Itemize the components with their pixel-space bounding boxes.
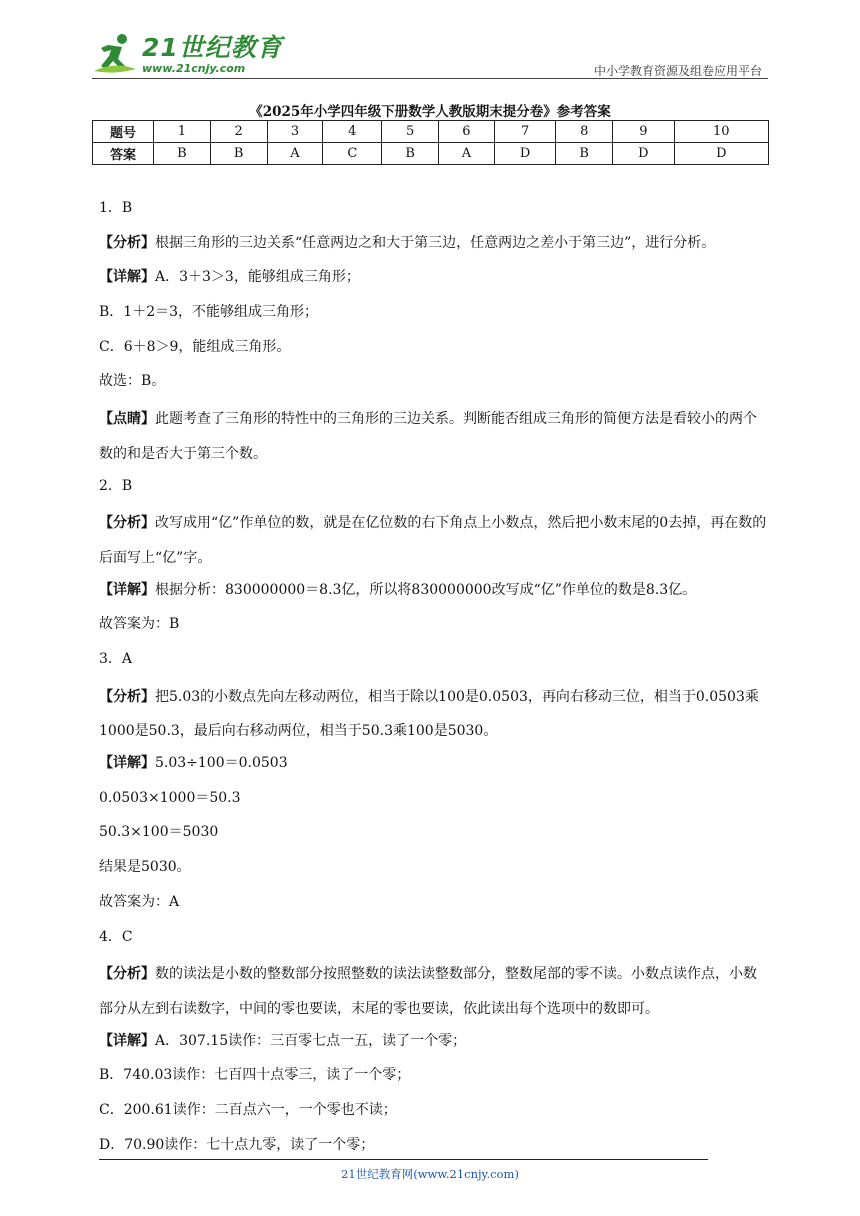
answer-table <box>92 120 769 165</box>
question-number: 4 <box>323 121 382 143</box>
section-tag: 【分析】 <box>99 234 155 251</box>
question-number: 2 <box>210 121 267 143</box>
page-header <box>92 30 768 80</box>
footer-source: 21世纪教育网(www.21cnjy.com) <box>341 1167 519 1181</box>
explanation-line <box>99 680 769 749</box>
answer-cell: B <box>210 143 267 165</box>
explanation-line <box>99 229 769 264</box>
logo-url: www.21cnjy.com <box>142 61 246 75</box>
explanation-line <box>99 784 769 819</box>
line-text: 根据分析：830000000＝8.3亿，所以将830000000改写成“亿”作单位的数是8.3亿。 <box>155 581 697 598</box>
question-number: 7 <box>494 121 555 143</box>
explanation-line <box>99 645 769 680</box>
question-number: 8 <box>556 121 613 143</box>
explanation-line <box>99 1096 769 1131</box>
explanation-line <box>99 402 769 471</box>
line-text: D．70.90读作：七十点九零，读了一个零； <box>99 1136 375 1153</box>
explanation-line <box>99 957 769 1026</box>
line-text: C．200.61读作：二百点六一，一个零也不读； <box>99 1102 397 1118</box>
explanation-line <box>99 1027 769 1062</box>
section-tag: 【详解】 <box>99 1032 155 1049</box>
question-number-row <box>93 121 769 143</box>
document-title: 《2025年小学四年级下册数学人教版期末提分卷》参考答案 <box>249 104 611 120</box>
line-text: 50.3×100＝5030 <box>99 824 219 841</box>
explanation-line <box>99 263 769 298</box>
explanation-line <box>99 923 769 958</box>
explanation-line <box>99 194 769 229</box>
runner-logo-icon <box>92 31 138 77</box>
explanation-line <box>99 1131 769 1166</box>
line-text: 3．A <box>99 651 133 667</box>
explanation-line <box>99 610 769 645</box>
logo <box>92 30 283 78</box>
section-tag: 【分析】 <box>99 688 155 705</box>
line-text: 改写成用“亿”作单位的数，就是在亿位数的右下角点上小数点，然后把小数末尾的0去掉，再在数的后面写上“亿”字。 <box>99 515 767 566</box>
line-text: 5.03÷100＝0.0503 <box>155 755 288 772</box>
question-number: 1 <box>154 121 211 143</box>
section-tag: 【分析】 <box>99 966 155 983</box>
line-text: A．3＋3＞3，能够组成三角形； <box>155 269 360 286</box>
answer-cell: B <box>154 143 211 165</box>
question-number: 5 <box>382 121 439 143</box>
header-divider <box>92 78 768 79</box>
explanation-line <box>99 506 769 575</box>
answer-cell: D <box>674 143 768 165</box>
line-text: 故答案为：A <box>99 893 180 910</box>
explanation-line <box>99 333 769 368</box>
question-number: 3 <box>267 121 323 143</box>
line-text: 故答案为：B <box>99 616 180 633</box>
line-text: 数的读法是小数的整数部分按照整数的读法读整数部分，整数尾部的零不读。小数点读作点，小数部分从左到右读数字，中间的零也要读，末尾的零也要读，依此读出每个选项中的数即可。 <box>99 966 757 1017</box>
answer-cell: D <box>613 143 674 165</box>
explanation-line <box>99 576 769 611</box>
line-text: 0.0503×1000＝50.3 <box>99 789 241 806</box>
answer-cell: C <box>323 143 382 165</box>
explanation-line <box>99 1061 769 1096</box>
answer-cell: B <box>382 143 439 165</box>
question-number: 9 <box>613 121 674 143</box>
section-tag: 【详解】 <box>99 269 155 286</box>
line-text: 结果是5030。 <box>99 859 191 876</box>
row-label-question: 题号 <box>93 121 154 143</box>
answer-cell: A <box>439 143 495 165</box>
explanation-line <box>99 749 769 784</box>
line-text: B．1＋2＝3，不能够组成三角形； <box>99 304 319 321</box>
line-text: 根据三角形的三边关系“任意两边之和大于第三边，任意两边之差小于第三边”，进行分析。 <box>155 234 716 251</box>
line-text: 把5.03的小数点先向左移动两位，相当于除以100是0.0503，再向右移动三位，相当于0.0503乘1000是50.3，最后向右移动两位，相当于50.3乘100是5030。 <box>99 688 759 740</box>
question-number: 6 <box>439 121 495 143</box>
answer-cell: A <box>267 143 323 165</box>
line-text: C．6＋8＞9，能组成三角形。 <box>99 338 291 355</box>
answer-row <box>93 143 769 165</box>
question-number: 10 <box>674 121 768 143</box>
platform-name: 中小学教育资源及组卷应用平台 <box>593 64 762 78</box>
explanation-line <box>99 298 769 333</box>
line-text: 此题考查了三角形的特性中的三角形的三边关系。判断能否组成三角形的简便方法是看较小的两个数的和是否大于第三个数。 <box>99 411 757 462</box>
explanation-line <box>99 367 769 402</box>
explanation-line <box>99 853 769 888</box>
section-tag: 【详解】 <box>99 581 155 598</box>
answer-cell: B <box>556 143 613 165</box>
line-text: 2．B <box>99 477 133 494</box>
explanation-line <box>99 888 769 923</box>
explanation-line <box>99 472 769 507</box>
line-text: 故选：B。 <box>99 373 166 390</box>
section-tag: 【详解】 <box>99 755 155 772</box>
row-label-answer: 答案 <box>93 143 154 165</box>
answer-cell: D <box>494 143 555 165</box>
line-text: A．307.15读作：三百零七点一五，读了一个零； <box>155 1032 467 1049</box>
section-tag: 【点睛】 <box>99 411 155 428</box>
line-text: 1．B <box>99 200 133 216</box>
explanation-line <box>99 818 769 853</box>
line-text: 4．C <box>99 928 133 945</box>
line-text: B．740.03读作：七百四十点零三，读了一个零； <box>99 1067 411 1084</box>
section-tag: 【分析】 <box>99 515 155 532</box>
explanations-body <box>99 194 769 1165</box>
footer-divider <box>99 1159 708 1160</box>
logo-title: 21世纪教育 <box>142 32 283 62</box>
